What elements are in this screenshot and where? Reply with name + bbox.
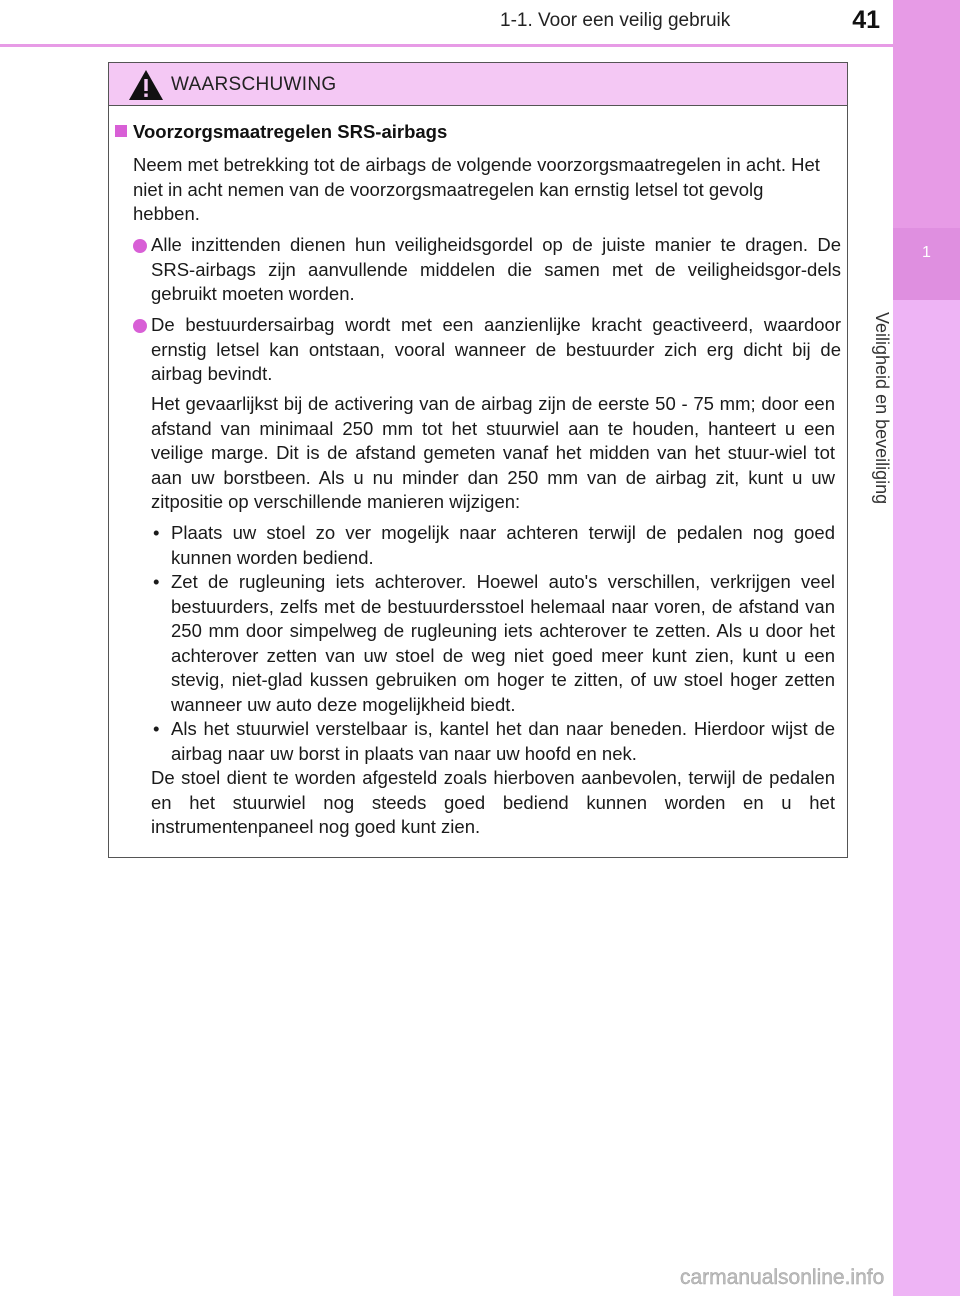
section-title: 1-1. Voor een veilig gebruik [500,10,731,31]
list-item [151,570,835,717]
detail-paragraph: Het gevaarlijkst bij de activering van de airbag zijn de eerste 50 - 75 mm; door een afstand van minimaal 250 mm tot het stuurwiel aan te houden, hanteert u een veilige marge. Dit is de afstand gemeten vanaf het midden van het stuur-wiel tot aan uw borstbeen. Als u nu minder dan 250 mm van de airbag zit, kunt u uw zitpositie op verschillende manieren wijzigen: [151,393,835,512]
chapter-number: 1 [922,244,931,261]
square-bullet-icon [115,125,127,137]
side-tab-chapter-band [893,228,960,300]
intro-paragraph: Neem met betrekking tot de airbags de volgende voorzorgsmaatregelen in acht. Het niet in acht nemen van de voorzorgsmaatregelen kan ernstig letsel tot gevolg hebben. [133,154,820,224]
section-heading [115,121,447,143]
warning-box [108,62,848,858]
round-bullet-icon [133,319,147,333]
section-heading-text: Voorzorgsmaatregelen SRS-airbags [133,121,448,142]
list-item [151,521,835,570]
list-bullet: • [153,718,160,739]
round-bullet-icon [133,239,147,253]
page-number: 41 [852,6,880,34]
watermark-logo [680,1262,950,1292]
list-bullet: • [153,571,160,592]
warning-triangle-icon [128,69,164,101]
list-item-text: Plaats uw stoel zo ver mogelijk naar achteren terwijl de pedalen nog goed kunnen worden bediend. [171,522,835,568]
list-item [151,717,835,766]
warning-header [109,63,847,106]
point-driver-airbag: De bestuurdersairbag wordt met een aanzienlijke kracht geactiveerd, waardoor ernstig letsel kan ontstaan, vooral wanneer de bestuurder zich erg dicht bij de airbag bevindt. [151,314,841,384]
warning-label: WAARSCHUWING [171,74,337,95]
closing-paragraph: De stoel dient te worden afgesteld zoals hierboven aanbevolen, terwijl de pedalen en het stuurwiel nog steeds goed bediend kunnen worden en u het instrumentenpaneel nog goed kunt zien. [151,767,835,837]
header-rule [0,44,893,47]
side-tab-top-band [893,0,960,228]
watermark-text: carmanualsonline.info [680,1266,885,1289]
list-item-text: Zet de rugleuning iets achterover. Hoewel auto's verschillen, verkrijgen veel bestuurders, zelfs met de bestuurdersstoel helemaal naar voren, de afstand van 250 mm door simpelweg de rugleuning iets achterover te zetten. Als u door het achterover zetten van uw stoel de weg niet goed meer kunt zien, kunt u een stevig, niet-glad kussen gebruiken om hoger te zitten, of uw stoel hoger zetten wanneer uw auto deze mogelijkheid biedt. [171,571,835,715]
list-bullet: • [153,522,160,543]
point-seatbelt: Alle inzittenden dienen hun veiligheidsgordel op de juiste manier te dragen. De SRS-airbags zijn aanvullende middelen die samen met de veiligheidsgor-dels gebruikt moeten worden. [151,234,841,304]
list-item-text: Als het stuurwiel verstelbaar is, kantel het dan naar beneden. Hierdoor wijst de airbag naar uw borst in plaats van naar uw hoofd en nek. [171,718,835,764]
chapter-title: Veiligheid en beveiliging [872,312,892,505]
